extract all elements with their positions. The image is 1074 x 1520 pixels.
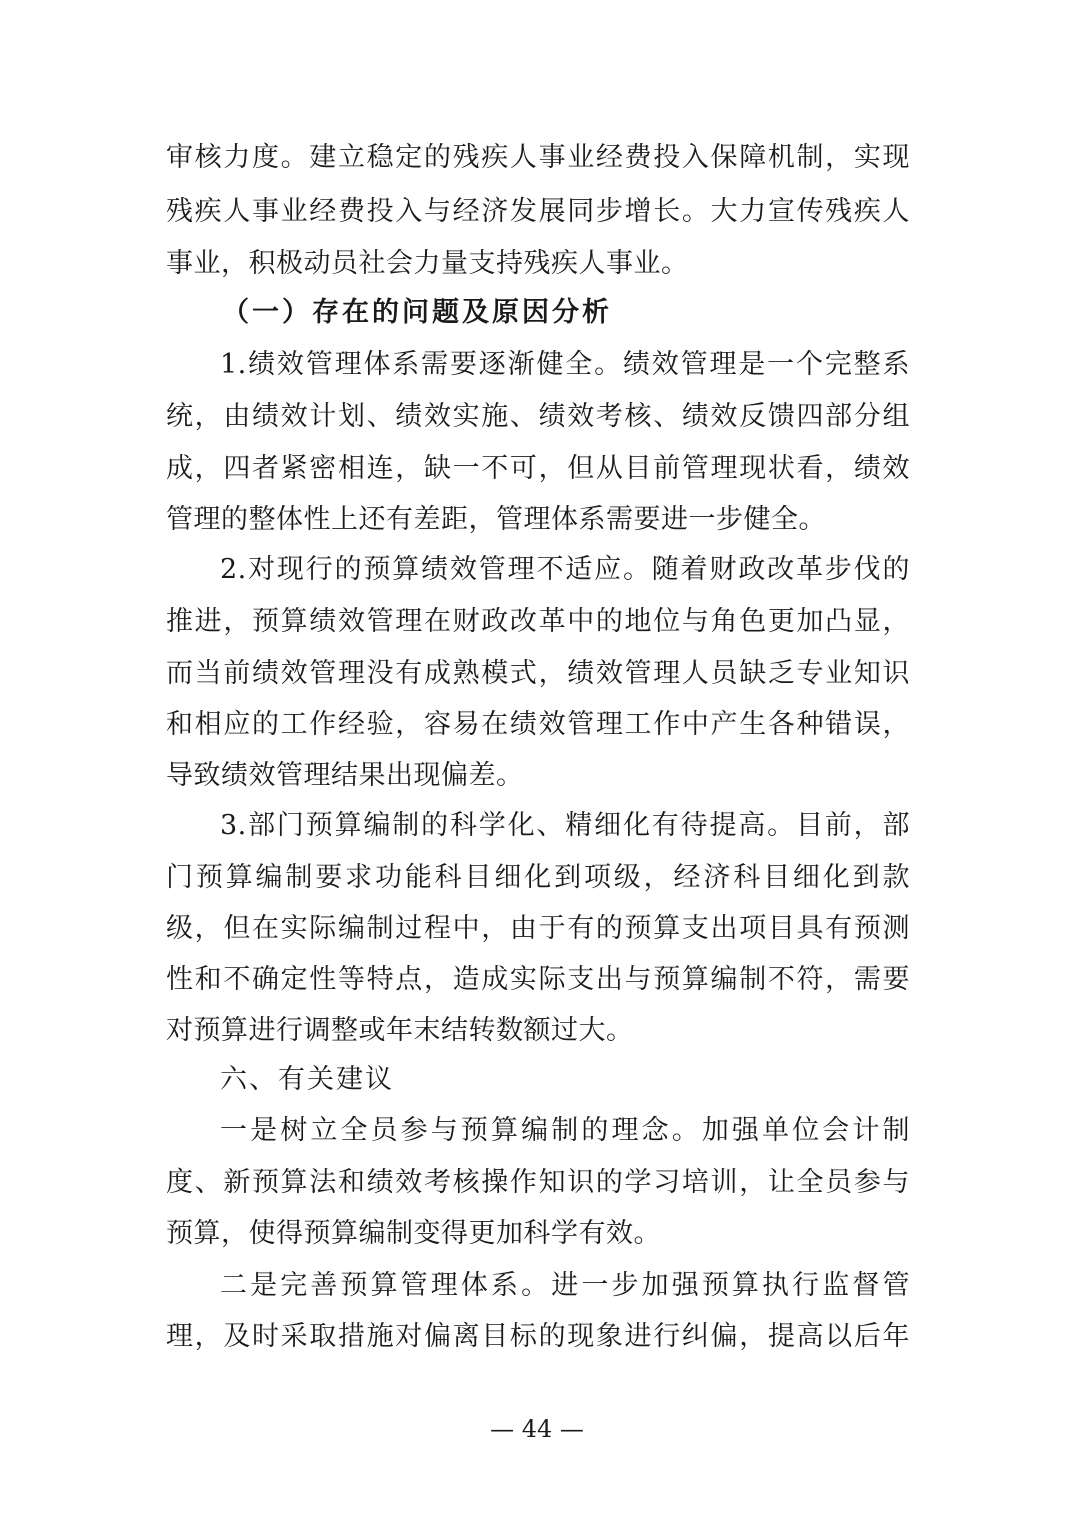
text-line: 度、新预算法和绩效考核操作知识的学习培训，让全员参与 bbox=[166, 1167, 910, 1198]
section-heading: （一）存在的问题及原因分析 bbox=[222, 297, 612, 328]
text-line: 统，由绩效计划、绩效实施、绩效考核、绩效反馈四部分组 bbox=[166, 401, 910, 432]
text-line: 预算，使得预算编制变得更加科学有效。 bbox=[166, 1218, 661, 1249]
text-line: 而当前绩效管理没有成熟模式，绩效管理人员缺乏专业知识 bbox=[166, 658, 910, 689]
text-line: 3.部门预算编制的科学化、精细化有待提高。目前，部 bbox=[220, 810, 910, 841]
text-line: 二是完善预算管理体系。进一步加强预算执行监督管 bbox=[220, 1270, 910, 1301]
page-number: — 44 — bbox=[490, 1415, 584, 1443]
text-line: 导致绩效管理结果出现偏差。 bbox=[166, 760, 524, 791]
section-heading: 六、有关建议 bbox=[220, 1064, 394, 1095]
text-line: 理，及时采取措施对偏离目标的现象进行纠偏，提高以后年 bbox=[166, 1321, 910, 1352]
text-line: 级，但在实际编制过程中，由于有的预算支出项目具有预测 bbox=[166, 913, 910, 944]
text-line: 成，四者紧密相连，缺一不可，但从目前管理现状看，绩效 bbox=[166, 453, 910, 484]
text-line: 1.绩效管理体系需要逐渐健全。绩效管理是一个完整系 bbox=[220, 349, 910, 380]
text-line: 推进，预算绩效管理在财政改革中的地位与角色更加凸显， bbox=[166, 606, 910, 637]
text-line: 对预算进行调整或年末结转数额过大。 bbox=[166, 1015, 634, 1046]
text-line: 门预算编制要求功能科目细化到项级，经济科目细化到款 bbox=[166, 862, 910, 893]
text-line: 管理的整体性上还有差距，管理体系需要进一步健全。 bbox=[166, 504, 826, 535]
text-line: 残疾人事业经费投入与经济发展同步增长。大力宣传残疾人 bbox=[166, 196, 910, 227]
text-line: 审核力度。建立稳定的残疾人事业经费投入保障机制，实现 bbox=[166, 142, 910, 173]
text-line: 性和不确定性等特点，造成实际支出与预算编制不符，需要 bbox=[166, 964, 910, 995]
text-line: 事业，积极动员社会力量支持残疾人事业。 bbox=[166, 248, 689, 279]
text-line: 和相应的工作经验，容易在绩效管理工作中产生各种错误， bbox=[166, 709, 910, 740]
text-line: 2.对现行的预算绩效管理不适应。随着财政改革步伐的 bbox=[220, 554, 910, 585]
text-line: 一是树立全员参与预算编制的理念。加强单位会计制 bbox=[220, 1115, 910, 1146]
